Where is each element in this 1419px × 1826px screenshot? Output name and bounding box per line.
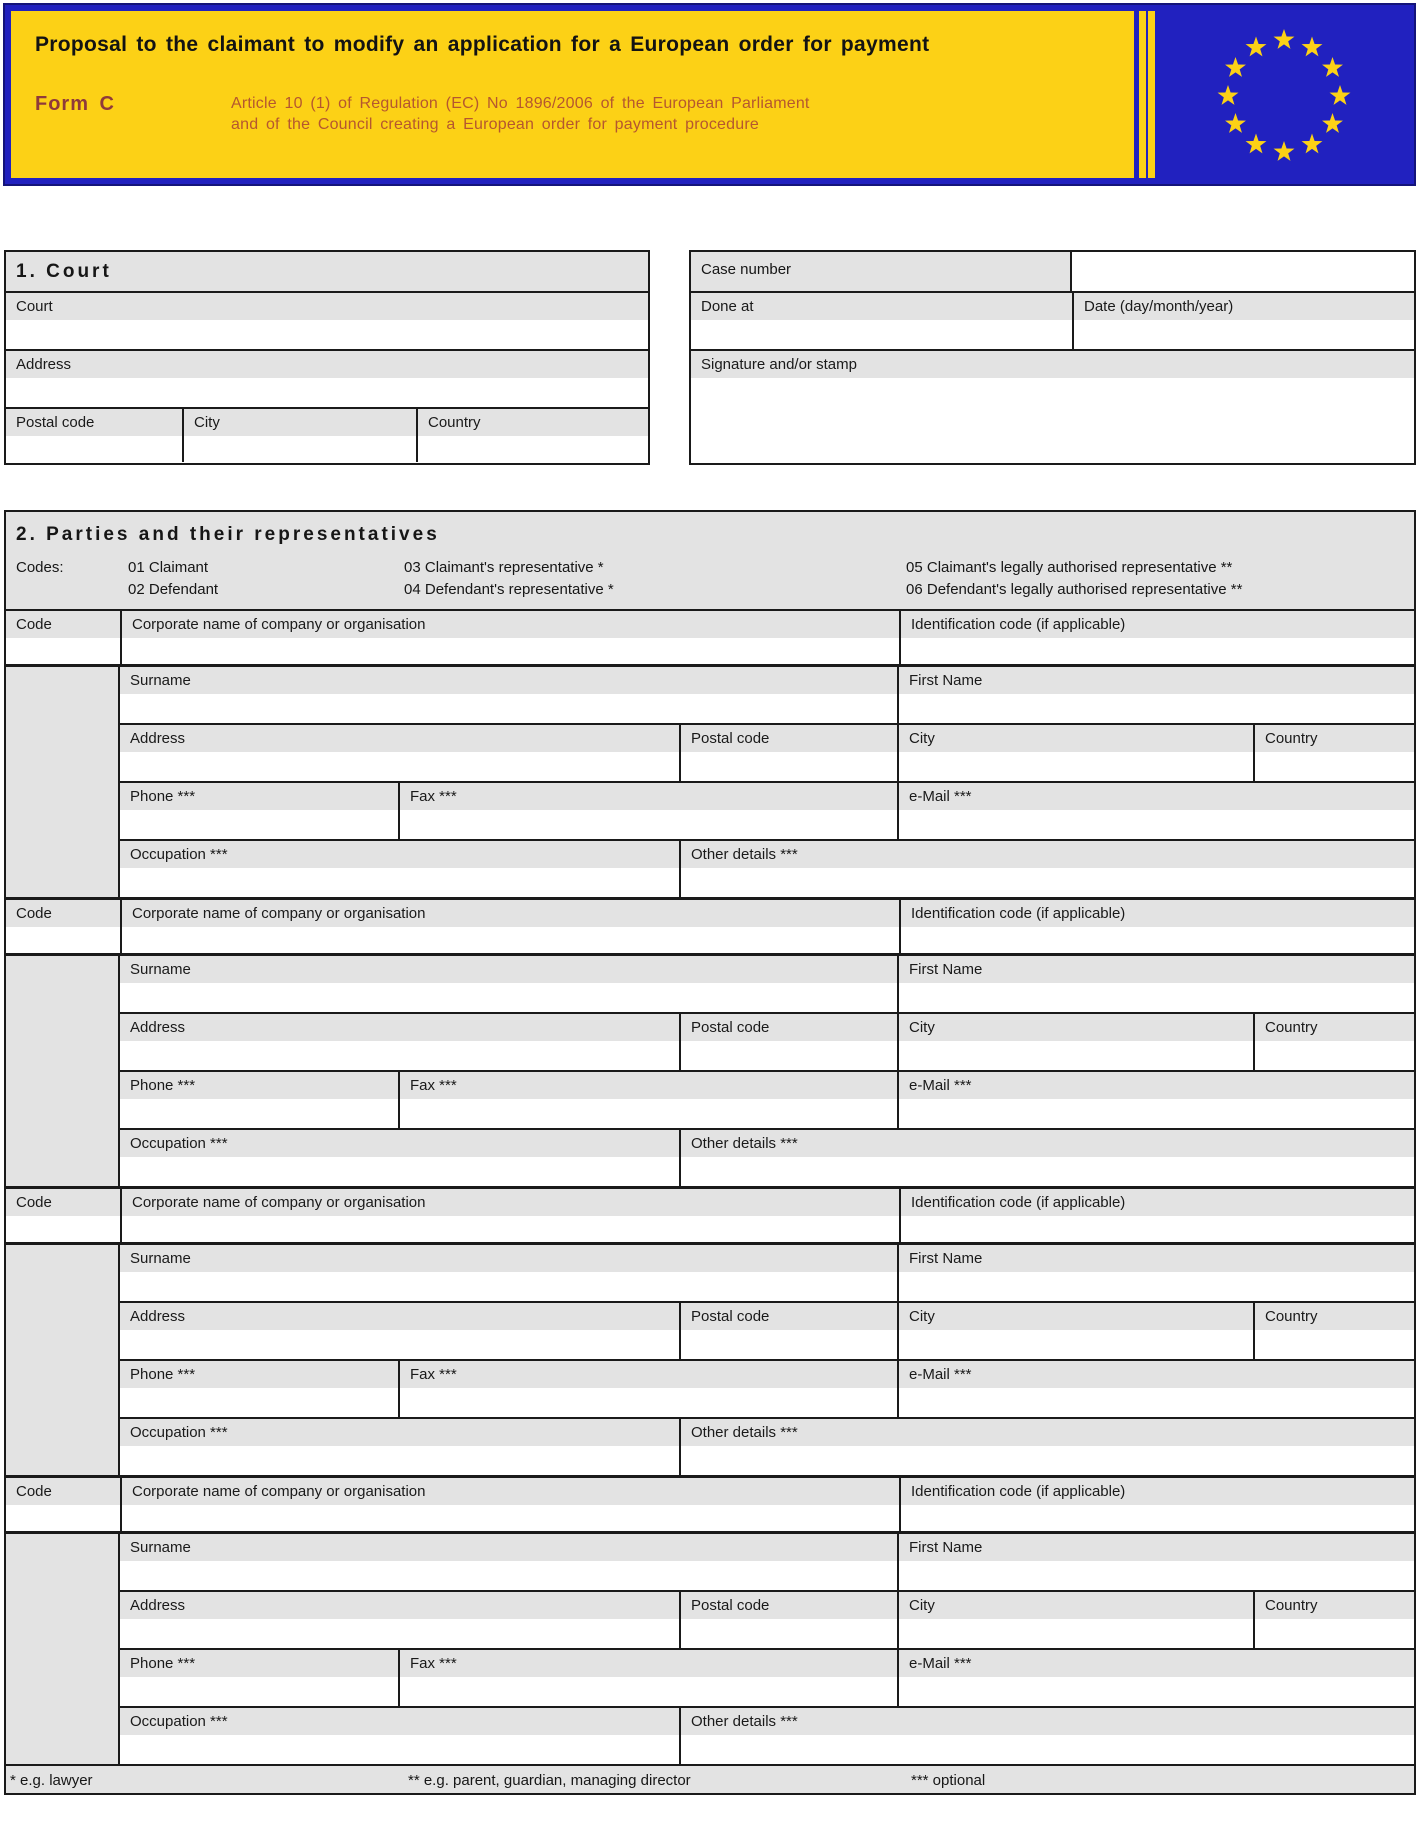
- form-code-label: Form C: [35, 93, 115, 115]
- party-email-label: e-Mail ***: [899, 783, 1414, 810]
- party-code-label: Code: [6, 1189, 120, 1216]
- party-address-input[interactable]: [120, 752, 679, 781]
- party-fax-label: Fax ***: [400, 1072, 897, 1099]
- form-subtitle: [231, 93, 810, 135]
- code-06: 06 Defendant's legally authorised representative **: [906, 581, 1243, 598]
- court-city-input[interactable]: [184, 436, 416, 462]
- party-other-details-label: Other details ***: [681, 1708, 1414, 1735]
- party-address-label: Address: [120, 725, 679, 752]
- party-other-details-label: Other details ***: [681, 841, 1414, 868]
- case-number-label: Case number: [691, 252, 1072, 291]
- party-code-input[interactable]: [6, 927, 120, 953]
- court-postal-code-label: Postal code: [6, 409, 182, 436]
- party-other-details-input[interactable]: [681, 1157, 1414, 1186]
- footnote-optional: *** optional: [911, 1772, 986, 1789]
- party-surname-label: Surname: [120, 956, 897, 983]
- party-email-input[interactable]: [899, 810, 1414, 839]
- party-first-name-label: First Name: [899, 667, 1414, 694]
- party-country-label: Country: [1255, 725, 1414, 752]
- court-input[interactable]: [6, 320, 648, 349]
- court-label: Court: [6, 293, 648, 320]
- party-phone-label: Phone ***: [120, 1361, 398, 1388]
- party-occupation-label: Occupation ***: [120, 1708, 679, 1735]
- done-at-label: Done at: [691, 293, 1072, 320]
- party-phone-input[interactable]: [120, 1677, 398, 1706]
- party-address-input[interactable]: [120, 1330, 679, 1359]
- party-code-label: Code: [6, 611, 120, 638]
- party-code-label: Code: [6, 900, 120, 927]
- party-postal-code-label: Postal code: [681, 1592, 897, 1619]
- party-fax-input[interactable]: [400, 1388, 897, 1417]
- party-country-label: Country: [1255, 1303, 1414, 1330]
- court-city-label: City: [184, 409, 416, 436]
- party-city-label: City: [899, 725, 1253, 752]
- form-subtitle-line2: and of the Council creating a European order for payment procedure: [231, 116, 759, 133]
- party-phone-label: Phone ***: [120, 1650, 398, 1677]
- party-email-label: e-Mail ***: [899, 1650, 1414, 1677]
- party-corporate-name-label: Corporate name of company or organisation: [122, 611, 899, 638]
- party-other-details-input[interactable]: [681, 868, 1414, 897]
- signature-label: Signature and/or stamp: [691, 351, 1414, 378]
- parties-section-title: 2. Parties and their representatives: [16, 524, 440, 545]
- date-input[interactable]: [1074, 320, 1414, 349]
- party-city-label: City: [899, 1303, 1253, 1330]
- codes-label: Codes:: [16, 559, 64, 576]
- party-fax-label: Fax ***: [400, 1361, 897, 1388]
- party-phone-label: Phone ***: [120, 783, 398, 810]
- code-04: 04 Defendant's representative *: [404, 581, 614, 598]
- party-identification-input[interactable]: [901, 638, 1414, 664]
- party-address-input[interactable]: [120, 1619, 679, 1648]
- party-address-input[interactable]: [120, 1041, 679, 1070]
- party-city-input[interactable]: [899, 1041, 1253, 1070]
- code-05: 05 Claimant's legally authorised representative **: [906, 559, 1233, 576]
- party-city-input[interactable]: [899, 1330, 1253, 1359]
- court-section: [4, 250, 650, 465]
- party-fax-label: Fax ***: [400, 783, 897, 810]
- party-identification-label: Identification code (if applicable): [901, 1478, 1414, 1505]
- party-postal-code-input[interactable]: [681, 1619, 897, 1648]
- party-code-column: [6, 1534, 120, 1764]
- party-surname-input[interactable]: [120, 1272, 897, 1301]
- party-postal-code-input[interactable]: [681, 1041, 897, 1070]
- party-first-name-input[interactable]: [899, 983, 1414, 1012]
- party-phone-label: Phone ***: [120, 1072, 398, 1099]
- party-country-input[interactable]: [1255, 1041, 1414, 1070]
- court-postal-code-input[interactable]: [6, 436, 182, 462]
- codes-legend: [16, 559, 1414, 603]
- court-country-label: Country: [418, 409, 648, 436]
- party-surname-input[interactable]: [120, 694, 897, 723]
- party-occupation-label: Occupation ***: [120, 1419, 679, 1446]
- party-city-input[interactable]: [899, 752, 1253, 781]
- party-first-name-label: First Name: [899, 1534, 1414, 1561]
- header-stripe-divider: [1134, 11, 1156, 178]
- party-first-name-input[interactable]: [899, 1272, 1414, 1301]
- party-country-input[interactable]: [1255, 1330, 1414, 1359]
- party-identification-input[interactable]: [901, 1216, 1414, 1242]
- party-code-column: [6, 667, 120, 897]
- party-other-details-label: Other details ***: [681, 1419, 1414, 1446]
- party-postal-code-label: Postal code: [681, 1303, 897, 1330]
- party-country-input[interactable]: [1255, 752, 1414, 781]
- footnote-lawyer: * e.g. lawyer: [10, 1772, 93, 1789]
- party-corporate-name-input[interactable]: [122, 1216, 899, 1242]
- party-occupation-input[interactable]: [120, 1446, 679, 1475]
- party-country-label: Country: [1255, 1592, 1414, 1619]
- party-first-name-label: First Name: [899, 1245, 1414, 1272]
- party-email-input[interactable]: [899, 1388, 1414, 1417]
- party-block: [6, 1475, 1414, 1764]
- party-email-label: e-Mail ***: [899, 1361, 1414, 1388]
- party-occupation-input[interactable]: [120, 868, 679, 897]
- party-identification-label: Identification code (if applicable): [901, 900, 1414, 927]
- code-01: 01 Claimant: [128, 559, 209, 576]
- code-03: 03 Claimant's representative *: [404, 559, 604, 576]
- done-at-input[interactable]: [691, 320, 1072, 349]
- party-code-label: Code: [6, 1478, 120, 1505]
- party-code-column: [6, 1245, 120, 1475]
- party-email-input[interactable]: [899, 1099, 1414, 1128]
- footnotes: [6, 1764, 1414, 1793]
- party-occupation-input[interactable]: [120, 1735, 679, 1764]
- party-country-label: Country: [1255, 1014, 1414, 1041]
- party-block: [6, 611, 1414, 897]
- party-other-details-input[interactable]: [681, 1735, 1414, 1764]
- party-address-label: Address: [120, 1303, 679, 1330]
- party-city-label: City: [899, 1592, 1253, 1619]
- party-address-label: Address: [120, 1014, 679, 1041]
- party-corporate-name-label: Corporate name of company or organisation: [122, 900, 899, 927]
- party-block: [6, 1186, 1414, 1475]
- case-number-input[interactable]: [1072, 252, 1414, 291]
- code-02: 02 Defendant: [128, 581, 219, 598]
- party-fax-input[interactable]: [400, 1099, 897, 1128]
- party-surname-label: Surname: [120, 1245, 897, 1272]
- party-occupation-label: Occupation ***: [120, 841, 679, 868]
- party-address-label: Address: [120, 1592, 679, 1619]
- party-code-input[interactable]: [6, 1505, 120, 1531]
- form-header: [3, 3, 1416, 186]
- party-surname-label: Surname: [120, 1534, 897, 1561]
- header-yellow-panel: [11, 11, 1134, 178]
- party-fax-input[interactable]: [400, 1677, 897, 1706]
- party-surname-input[interactable]: [120, 1561, 897, 1590]
- party-fax-input[interactable]: [400, 810, 897, 839]
- party-postal-code-label: Postal code: [681, 725, 897, 752]
- party-first-name-input[interactable]: [899, 1561, 1414, 1590]
- party-code-column: [6, 956, 120, 1186]
- parties-section: [4, 510, 1416, 1795]
- party-email-label: e-Mail ***: [899, 1072, 1414, 1099]
- court-country-input[interactable]: [418, 436, 648, 462]
- party-code-input[interactable]: [6, 638, 120, 664]
- party-postal-code-input[interactable]: [681, 1330, 897, 1359]
- party-identification-input[interactable]: [901, 927, 1414, 953]
- party-city-input[interactable]: [899, 1619, 1253, 1648]
- party-code-input[interactable]: [6, 1216, 120, 1242]
- court-address-input[interactable]: [6, 378, 648, 407]
- party-corporate-name-input[interactable]: [122, 927, 899, 953]
- party-phone-input[interactable]: [120, 1388, 398, 1417]
- party-email-input[interactable]: [899, 1677, 1414, 1706]
- court-address-label: Address: [6, 351, 648, 378]
- party-first-name-label: First Name: [899, 956, 1414, 983]
- eu-flag-stars: [1156, 11, 1408, 181]
- party-phone-input[interactable]: [120, 810, 398, 839]
- party-surname-input[interactable]: [120, 983, 897, 1012]
- party-first-name-input[interactable]: [899, 694, 1414, 723]
- party-country-input[interactable]: [1255, 1619, 1414, 1648]
- party-identification-label: Identification code (if applicable): [901, 611, 1414, 638]
- signature-area[interactable]: [691, 378, 1414, 463]
- party-city-label: City: [899, 1014, 1253, 1041]
- party-corporate-name-label: Corporate name of company or organisation: [122, 1189, 899, 1216]
- party-corporate-name-input[interactable]: [122, 1505, 899, 1531]
- party-surname-label: Surname: [120, 667, 897, 694]
- footnote-parent: ** e.g. parent, guardian, managing director: [408, 1772, 691, 1789]
- party-blocks: [6, 611, 1414, 1764]
- party-other-details-label: Other details ***: [681, 1130, 1414, 1157]
- date-label: Date (day/month/year): [1074, 293, 1414, 320]
- party-phone-input[interactable]: [120, 1099, 398, 1128]
- party-identification-label: Identification code (if applicable): [901, 1189, 1414, 1216]
- party-block: [6, 897, 1414, 1186]
- party-corporate-name-input[interactable]: [122, 638, 899, 664]
- party-postal-code-label: Postal code: [681, 1014, 897, 1041]
- parties-header: [6, 512, 1414, 611]
- form-title: Proposal to the claimant to modify an application for a European order for payment: [35, 33, 930, 56]
- court-section-title: 1. Court: [6, 252, 648, 293]
- eu-flag: [1156, 11, 1408, 178]
- party-occupation-input[interactable]: [120, 1157, 679, 1186]
- form-subtitle-line1: Article 10 (1) of Regulation (EC) No 1896/2006 of the European Parliament: [231, 95, 810, 112]
- party-postal-code-input[interactable]: [681, 752, 897, 781]
- party-fax-label: Fax ***: [400, 1650, 897, 1677]
- party-other-details-input[interactable]: [681, 1446, 1414, 1475]
- case-box: [689, 250, 1416, 465]
- party-corporate-name-label: Corporate name of company or organisation: [122, 1478, 899, 1505]
- party-identification-input[interactable]: [901, 1505, 1414, 1531]
- party-occupation-label: Occupation ***: [120, 1130, 679, 1157]
